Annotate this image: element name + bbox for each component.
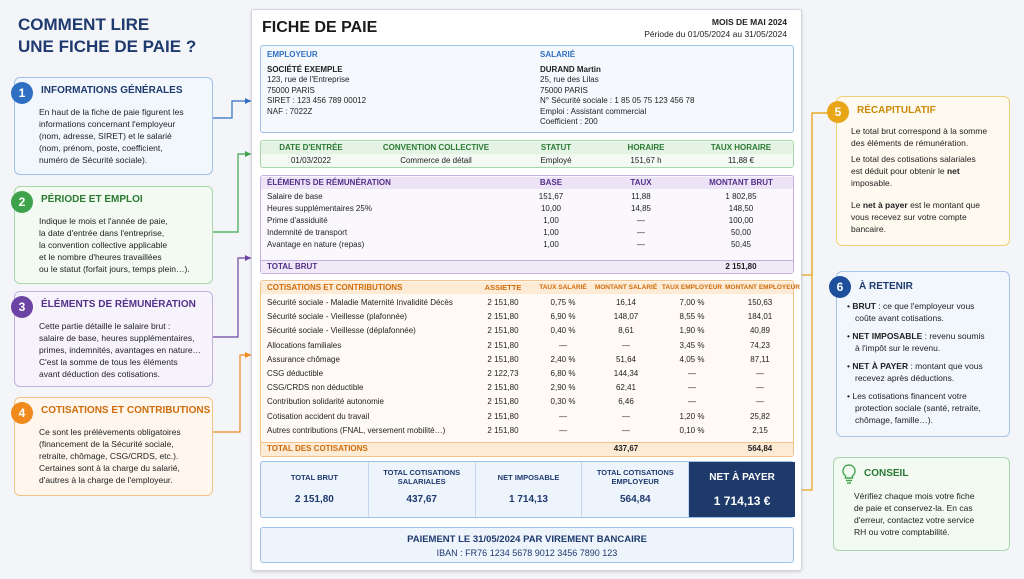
section-summary: [260, 461, 794, 518]
summary-value: 564,84: [619, 494, 651, 505]
cotis-row: [261, 311, 793, 324]
card-title: COTISATIONS ET CONTRIBUTIONS: [41, 405, 211, 416]
remun-cell: 50,00: [730, 228, 752, 237]
cotis-cell: —: [688, 369, 696, 378]
card-title: RÉCAPITULATIF: [857, 105, 936, 116]
badge-4: 4: [11, 402, 33, 424]
cotis-row: [261, 411, 793, 424]
summary-box: [475, 462, 582, 517]
remun-cell: —: [637, 240, 645, 249]
cotis-cell: —: [688, 383, 696, 393]
remun-row: [261, 239, 793, 251]
cotis-cell: 74,23: [749, 340, 771, 350]
card-body: Le total brut correspond à la somme des éléments de rémunération. Le total des cotisations salariales est déduit pour obtenir le net imposable. Le net à payer est le montant que vous recevez sur votre compte bancaire.: [851, 126, 988, 234]
employer-block: EMPLOYEUR SOCIÉTÉ EXEMPLE 123, rue de l'Entreprise 75000 PARIS SIRET : 123 456 789 00012 NAF : 7022Z: [267, 50, 367, 116]
summary-value: 1 714,13 €: [713, 494, 771, 508]
card-body: Indique le mois et l'année de paie, la date d'entrée dans l'entreprise, la convention collective applicable et le nombre d'heures travaillées ou le statut (forfait jours, temps plein…).: [39, 216, 190, 274]
cotis-row: [261, 325, 793, 338]
summary-box: [368, 462, 475, 517]
cotis-cell: 62,41: [615, 383, 637, 393]
section-payment: [260, 527, 794, 563]
section-parties: [260, 45, 794, 133]
card-a-retenir: [836, 271, 1010, 437]
section-emploi: [260, 140, 794, 168]
cotis-cell: —: [756, 369, 764, 378]
cotis-row: [261, 396, 793, 409]
badge-5: 5: [827, 101, 849, 123]
cotis-cell: 16,14: [615, 298, 637, 307]
cotis-cell: Allocations familiales: [267, 340, 342, 350]
remun-cell: 10,00: [540, 204, 562, 213]
cotis-cell: 2 151,80: [487, 397, 519, 407]
cotis-cell: 3,45 %: [679, 340, 705, 350]
cotis-cell: —: [622, 340, 630, 350]
employee-block: SALARIÉ DURAND Martin 25, rue des Lilas 75000 PARIS N° Sécurité sociale : 1 85 05 75 123 456 78 Emploi : Assistant commercial Coefficient : 200: [540, 50, 695, 126]
cotis-total: TOTAL DES COTISATIONS 437,67 564,84: [261, 442, 793, 456]
pay-slip: [251, 9, 802, 571]
cotis-cell: 148,07: [613, 312, 639, 322]
cotis-cell: 40,89: [749, 326, 771, 336]
cotis-cell: Sécurité sociale - Vieillesse (déplafonnée): [267, 326, 416, 336]
cotis-cell: 2,40 %: [550, 354, 576, 364]
summary-label: NET IMPOSABLE: [497, 473, 560, 482]
remun-cell: Heures supplémentaires 25%: [267, 204, 372, 213]
cotis-cell: 7,00 %: [679, 298, 705, 307]
remun-cell: 1,00: [543, 228, 559, 237]
remun-cell: Salaire de base: [267, 192, 323, 201]
remun-cell: Avantage en nature (repas): [267, 240, 365, 249]
guide-title-line1: COMMENT LIRE: [18, 15, 150, 34]
lightbulb-icon: [841, 464, 857, 484]
remun-cell: 50,45: [730, 240, 752, 249]
cotis-cell: 1,20 %: [679, 411, 705, 421]
card-title: À RETENIR: [859, 281, 913, 292]
card-title: ÉLÉMENTS DE RÉMUNÉRATION: [41, 299, 196, 310]
cotis-cell: 0,75 %: [550, 298, 576, 307]
remun-cell: 151,67: [538, 192, 564, 201]
cotis-cell: 2 151,80: [487, 312, 519, 322]
cotis-cell: —: [688, 397, 696, 407]
remun-cell: 100,00: [728, 216, 754, 225]
slip-month: MOIS DE MAI 2024: [711, 17, 787, 27]
summary-label: TOTAL COTISATIONS EMPLOYEUR: [596, 468, 674, 486]
cotis-cell: 87,11: [750, 354, 770, 364]
card-body: • BRUT : ce que l'employeur vous coûte avant cotisations. • NET IMPOSABLE : revenu soumis à l'impôt sur le revenu. • NET À PAYER : montant que vous recevez après déductions. • Les cotisations financent votre protection sociale (santé, retraite, chômage, famille…).: [847, 301, 985, 425]
cotis-cell: 8,61: [618, 326, 634, 336]
summary-label: TOTAL BRUT: [290, 473, 338, 482]
summary-box: [261, 462, 368, 517]
cotis-row: [261, 368, 793, 381]
card-periode-emploi: [14, 186, 213, 284]
card-elements-remuneration: [14, 291, 213, 387]
cotis-cell: 6,46: [618, 397, 634, 407]
guide-title-line2: UNE FICHE DE PAIE ?: [18, 37, 197, 56]
cotis-cell: 1,90 %: [679, 326, 705, 336]
cotis-cell: Contribution solidarité autonomie: [267, 397, 384, 407]
card-body: Cette partie détaille le salaire brut : salaire de base, heures supplémentaires, primes, indemnités, avantages en nature… C'est la somme de tous les éléments avant déduction des cotisations.: [39, 321, 202, 379]
remun-cell: 1,00: [543, 216, 559, 225]
cotis-cell: —: [756, 383, 764, 393]
cotis-cell: —: [559, 340, 567, 350]
card-body: Vérifiez chaque mois votre fiche de paie et conservez-la. En cas d'erreur, contactez votre service RH ou votre comptabilité.: [854, 491, 975, 537]
cotis-cell: 0,40 %: [550, 326, 576, 336]
card-conseil: [833, 457, 1010, 551]
summary-value: 437,67: [406, 494, 437, 505]
cotis-cell: —: [756, 397, 764, 407]
cotis-header: COTISATIONS ET CONTRIBUTIONS ASSIETTE TAUX SALARIÉ MONTANT SALARIÉ TAUX EMPLOYEUR MONTANT EMPLOYEUR: [261, 282, 793, 294]
summary-label: TOTAL COTISATIONS SALARIALES: [383, 468, 461, 486]
cotis-cell: CSG déductible: [267, 369, 324, 378]
remun-row: [261, 203, 793, 215]
remun-cell: 1 802,85: [725, 192, 757, 201]
net-a-payer-box: [688, 462, 795, 517]
card-recapitulatif: [836, 96, 1010, 246]
card-informations-generales: [14, 77, 213, 175]
cotis-cell: Cotisation accident du travail: [267, 411, 370, 421]
cotis-cell: Sécurité sociale - Maladie Maternité Invalidité Décès: [267, 298, 453, 307]
cotis-cell: 2 151,80: [487, 340, 519, 350]
remun-cell: —: [637, 228, 645, 237]
remun-cell: 14,85: [630, 204, 652, 213]
remun-cell: 11,88: [631, 192, 651, 201]
cotis-cell: 2 151,80: [487, 411, 519, 421]
cotis-cell: 8,55 %: [679, 312, 705, 322]
remun-cell: 1,00: [543, 240, 559, 249]
cotis-cell: —: [622, 425, 630, 435]
cotis-cell: Sécurité sociale - Vieillesse (plafonnée): [267, 312, 407, 322]
summary-value: 1 714,13: [509, 494, 548, 505]
cotis-cell: 6,90 %: [550, 312, 576, 322]
remun-cell: Prime d'assiduité: [267, 216, 328, 225]
section-remuneration: [260, 175, 794, 274]
cotis-row: [261, 425, 793, 438]
cotis-row: [261, 354, 793, 367]
remun-total: TOTAL BRUT 2 151,80: [261, 260, 793, 273]
cotis-row: [261, 297, 793, 310]
cotis-cell: CSG/CRDS non déductible: [267, 383, 364, 393]
cotis-cell: 0,10 %: [679, 425, 705, 435]
cotis-cell: 150,63: [747, 298, 773, 307]
cotis-cell: 2,15: [752, 425, 768, 435]
payment-iban: IBAN : FR76 1234 5678 9012 3456 7890 123: [436, 548, 618, 558]
section-cotisations: [260, 280, 800, 457]
card-title: PÉRIODE ET EMPLOI: [41, 194, 143, 205]
badge-1: 1: [11, 82, 33, 104]
cotis-row: [261, 382, 793, 395]
card-body: En haut de la fiche de paie figurent les informations concernant l'employeur (nom, adresse, SIRET) et le salarié (nom, prénom, poste, coefficient, numéro de Sécurité sociale).: [39, 107, 184, 165]
cotis-cell: 2 151,80: [487, 298, 519, 307]
badge-6: 6: [829, 276, 851, 298]
cotis-cell: 184,01: [747, 312, 773, 322]
card-body: Ce sont les prélèvements obligatoires (financement de la Sécurité sociale, retraite, chômage, CSG/CRDS, etc.). Certaines sont à la charge du salarié, d'autres à la charge de l'employeur.: [39, 427, 181, 485]
emploi-values: 01/03/2022 Commerce de détail Employé 151,67 h 11,88 €: [290, 156, 755, 165]
cotis-cell: 2 151,80: [487, 425, 519, 435]
cotis-cell: 144,34: [613, 369, 639, 378]
cotis-cell: 25,82: [749, 411, 771, 421]
remun-cell: —: [637, 216, 645, 225]
cotis-cell: —: [559, 411, 567, 421]
cotis-cell: 2 151,80: [487, 326, 519, 336]
card-title: CONSEIL: [864, 468, 909, 479]
remun-row: [261, 191, 793, 203]
cotis-cell: 51,64: [615, 354, 637, 364]
cotis-cell: —: [559, 425, 567, 435]
payment-date: PAIEMENT LE 31/05/2024 PAR VIREMENT BANCAIRE: [407, 534, 647, 545]
cotis-cell: 2 122,73: [487, 369, 519, 378]
cotis-cell: —: [622, 411, 630, 421]
cotis-cell: 6,80 %: [550, 369, 576, 378]
cotis-cell: 0,30 %: [550, 397, 576, 407]
card-cotisations: [14, 397, 213, 496]
cotis-cell: 4,05 %: [679, 354, 705, 364]
summary-box: [581, 462, 688, 517]
cotis-cell: 2 151,80: [487, 354, 519, 364]
summary-label: NET À PAYER: [709, 472, 775, 483]
remun-row: [261, 227, 793, 239]
card-title: INFORMATIONS GÉNÉRALES: [41, 85, 183, 96]
emploi-header: DATE D'ENTRÉE CONVENTION COLLECTIVE STATUT HORAIRE TAUX HORAIRE: [261, 142, 793, 154]
remun-cell: 148,50: [728, 204, 754, 213]
badge-2: 2: [11, 191, 33, 213]
cotis-cell: 2,90 %: [550, 383, 576, 393]
remun-row: [261, 215, 793, 227]
slip-title: FICHE DE PAIE: [262, 19, 378, 36]
remun-cell: Indemnité de transport: [267, 228, 348, 237]
cotis-cell: 2 151,80: [487, 383, 519, 393]
remun-header: ÉLÉMENTS DE RÉMUNÉRATION BASE TAUX MONTANT BRUT: [261, 177, 793, 189]
cotis-cell: Assurance chômage: [267, 354, 340, 364]
cotis-cell: Autres contributions (FNAL, versement mobilité…): [267, 425, 446, 435]
slip-period: Période du 01/05/2024 au 31/05/2024: [644, 29, 787, 39]
summary-value: 2 151,80: [294, 494, 334, 505]
cotis-row: [261, 340, 793, 353]
badge-3: 3: [11, 296, 33, 318]
